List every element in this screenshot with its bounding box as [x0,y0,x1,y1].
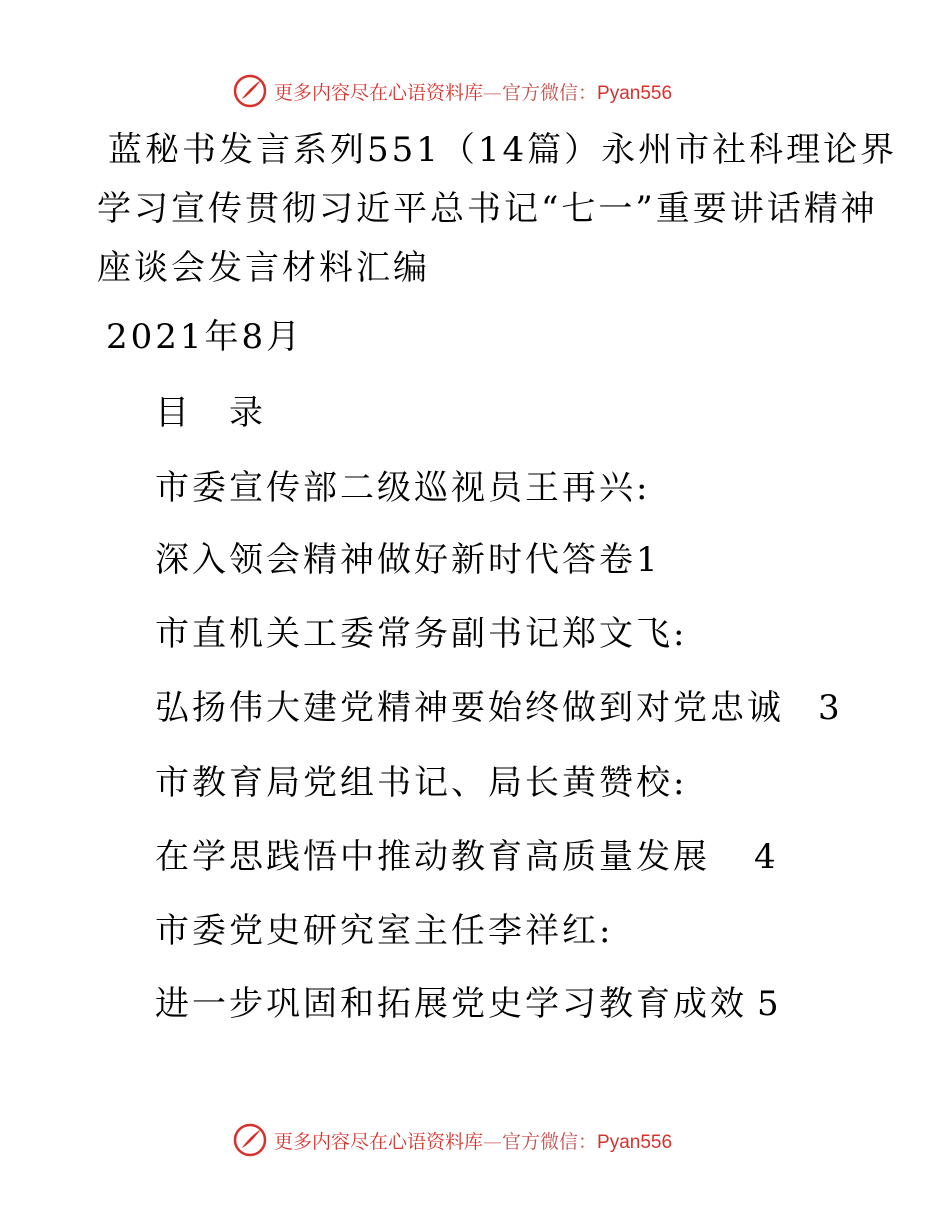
toc-entry-2[interactable] [155,688,843,728]
toc-speaker-2: 市直机关工委常务副书记郑文飞: [155,614,688,654]
watermark-text: 更多内容尽在心语资料库—官方微信：Pyan556 [274,81,673,104]
toc-speaker-4: 市委党史研究室主任李祥红: [155,911,614,951]
toc-speaker-3: 市教育局党组书记、局长黄赞校: [155,763,688,803]
toc-topic: 在学思践悟中推动教育高质量发展 [155,837,710,877]
toc-topic: 弘扬伟大建党精神要始终做到对党忠诚 [155,688,784,728]
document-title-line-3: 座谈会发言材料汇编 [97,248,430,288]
toc-entry-1[interactable] [155,540,661,580]
quill-circle-logo-icon [232,1122,268,1158]
toc-page-number: 4 [754,837,779,877]
watermark-banner-bottom [232,1120,672,1160]
toc-entry-3[interactable] [155,837,779,877]
document-title-line-2: 学习宣传贯彻习近平总书记“七一”重要讲话精神 [97,189,878,229]
toc-page-number: 3 [818,688,843,728]
toc-topic: 深入领会精神做好新时代答卷 [155,540,636,580]
toc-heading: 目 录 [155,393,266,433]
toc-entry-4[interactable] [155,984,782,1024]
document-title-line-1: 蓝秘书发言系列551（14篇）永州市社科理论界 [108,130,898,170]
document-date: 2021年8月 [106,317,304,357]
toc-page-number: 1 [636,540,661,580]
quill-circle-logo-icon [232,73,268,109]
toc-speaker-1: 市委宣传部二级巡视员王再兴: [155,468,651,508]
toc-page-number: 5 [757,984,782,1024]
watermark-banner-top [232,71,672,111]
toc-topic: 进一步巩固和拓展党史学习教育成效 [155,984,747,1024]
watermark-text: 更多内容尽在心语资料库—官方微信：Pyan556 [274,1130,673,1153]
